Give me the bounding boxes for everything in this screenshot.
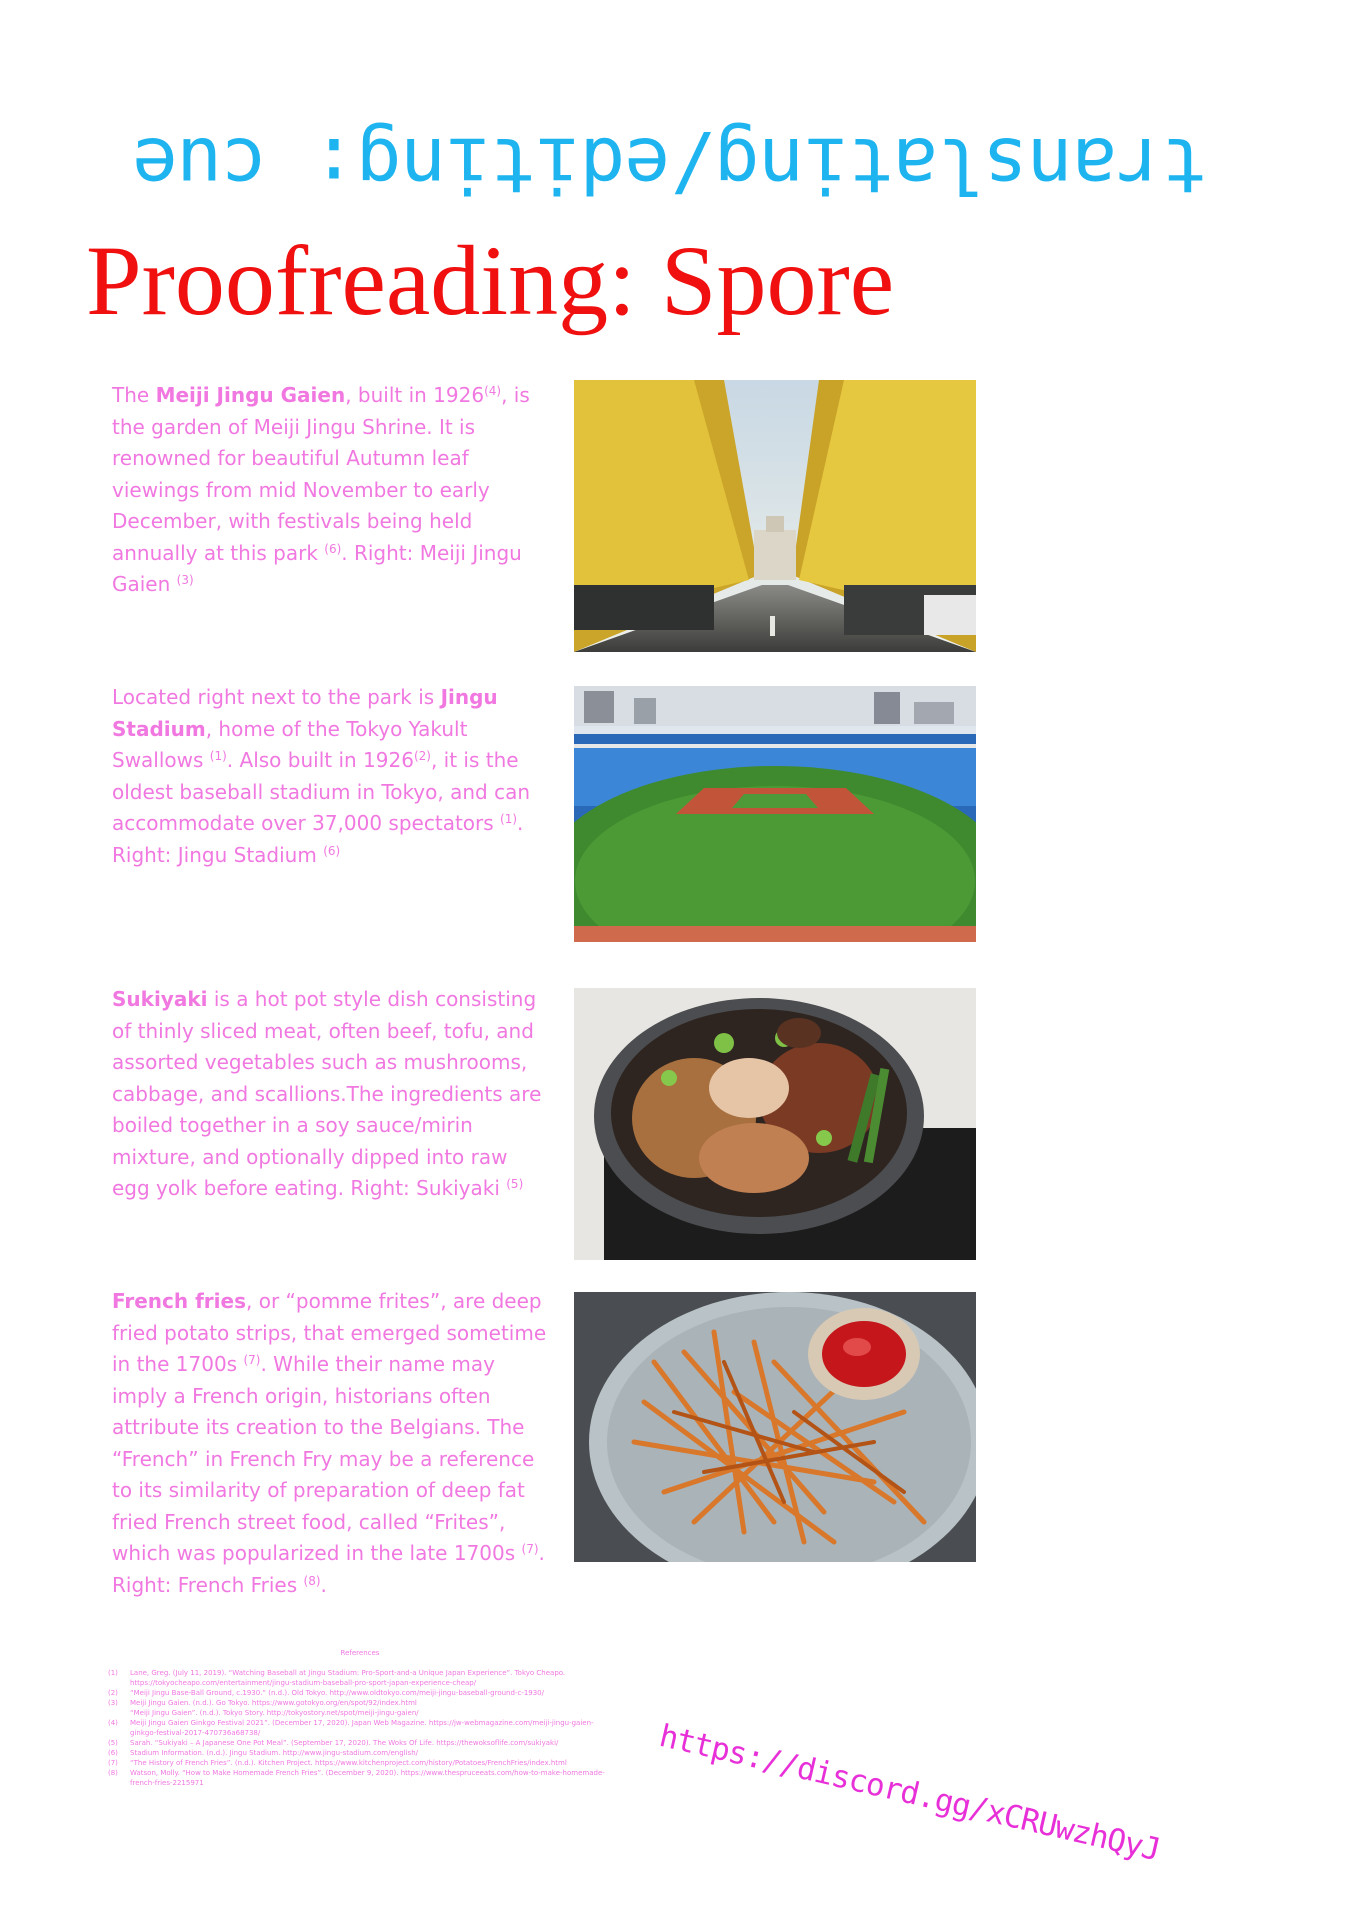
reference-item: (4) Meiji Jingu Gaien Ginkgo Festival 2021”. (December 17, 2020). Japan Web Magazine. https://jw-webmagazine.com/meiji-jingu-gaien-ginkgo-festival-2017-470736a68738/	[108, 1719, 594, 1737]
meiji-jingu-gaien-photo	[574, 380, 976, 652]
term-meiji-jingu-gaien: Meiji Jingu Gaien	[155, 383, 346, 407]
reference-item: (5) Sarah. “Sukiyaki – A Japanese One Pot Meal”. (September 17, 2020). The Woks Of Life. https://thewoksoflife.com/sukiyaki/	[108, 1739, 559, 1747]
citation: (6)	[324, 541, 342, 556]
references-heading: References	[340, 1649, 380, 1657]
citation: (7)	[243, 1353, 261, 1367]
upside-down-credit: translating/editing: cue	[132, 121, 1208, 210]
term-french-fries: French fries	[112, 1289, 246, 1313]
citation: (4)	[484, 384, 502, 398]
citation: (6)	[323, 843, 341, 858]
jingu-stadium-photo	[574, 686, 976, 942]
term-jingu-stadium: Jingu Stadium	[112, 685, 498, 741]
reference-item: (7) “The History of French Fries”. (n.d.). Kitchen Project. https://www.kitchenproject.com/history/Potatoes/FrenchFries/index.html	[108, 1759, 567, 1767]
citation: (5)	[506, 1177, 524, 1191]
citation: (8)	[303, 1573, 321, 1588]
citation: (1)	[209, 749, 227, 763]
paragraph-jingu-stadium: Located right next to the park is Jingu Stadium, home of the Tokyo Yakult Swallows $^{(1)}$. Also built in 1926$^{(2)}$, it is the oldest baseball stadium in Tokyo, and can accommodate over 37,000 spectators $^{(1)}$. Right: Jingu Stadium $^{(6)}$	[112, 685, 531, 867]
discord-invite-link[interactable]: https://discord.gg/xCRUwzhQyJ	[655, 1718, 1164, 1869]
reference-item: (1) Lane, Greg. (July 11, 2019). “Watching Baseball at Jingu Stadium: Pro-Sport-and-a Unique Japan Experience”. Tokyo Cheapo. https://tokyocheapo.com/entertainment/jingu-stadium-baseball-pro-sport-japan-experience-cheap/	[108, 1669, 566, 1687]
paragraph-french-fries: French fries, or “pomme frites”, are deep fried potato strips, that emerged sometime in the 1700s $^{(7)}$. While their name may imply a French origin, historians often attribute its creation to the Belgians. The “French” in French Fry may be a reference to its similarity of preparation of deep fat fried French street food, called “Frites”, which was popularized in the late 1700s $^{(7)}$. Right: French Fries $^{(8)}$.	[112, 1289, 547, 1597]
reference-item: “Meiji Jingu Gaien”. (n.d.). Tokyo Story. http://tokyostory.net/spot/meiji-jingu-gaien/	[130, 1709, 419, 1717]
french-fries-photo	[574, 1292, 976, 1562]
citation: (2)	[413, 749, 431, 763]
reference-item: (6) Stadium Information. (n.d.). Jingu Stadium. http://www.jingu-stadium.com/english/	[108, 1749, 418, 1757]
term-sukiyaki: Sukiyaki	[112, 987, 208, 1011]
paragraph-meiji-jingu-gaien: The Meiji Jingu Gaien, built in 1926$^{(4)}$, is the garden of Meiji Jingu Shrine. It is renowned for beautiful Autumn leaf viewings from mid November to early December, with festivals being held annually at this park $^{(6)}$. Right: Meiji Jingu Gaien $^{(3)}$	[112, 383, 530, 596]
reference-item: (2) “Meiji Jingu Base-Ball Ground, c.1930.” (n.d.). Old Tokyo. http://www.oldtokyo.com/meiji-jingu-baseball-ground-c-1930/	[108, 1689, 544, 1697]
reference-item: (3) Meiji Jingu Gaien. (n.d.). Go Tokyo. https://www.gotokyo.org/en/spot/92/index.html	[108, 1699, 417, 1707]
citation: (3)	[176, 573, 194, 587]
citation: (7)	[521, 1542, 539, 1556]
reference-item: (8) Watson, Molly. “How to Make Homemade French Fries”. (December 9, 2020). https://www.thespruceeats.com/how-to-make-homemade-french-fries-2215971	[108, 1769, 605, 1787]
references-list	[108, 1648, 612, 1788]
paragraph-sukiyaki: Sukiyaki is a hot pot style dish consisting of thinly sliced meat, often beef, tofu, and assorted vegetables such as mushrooms, cabbage, and scallions.The ingredients are boiled together in a soy sauce/mirin mixture, and optionally dipped into raw egg yolk before eating. Right: Sukiyaki $^{(5)}$	[112, 987, 542, 1200]
page-title: Proofreading: Spore	[86, 225, 895, 336]
citation: (1)	[500, 812, 518, 826]
sukiyaki-photo	[574, 988, 976, 1260]
